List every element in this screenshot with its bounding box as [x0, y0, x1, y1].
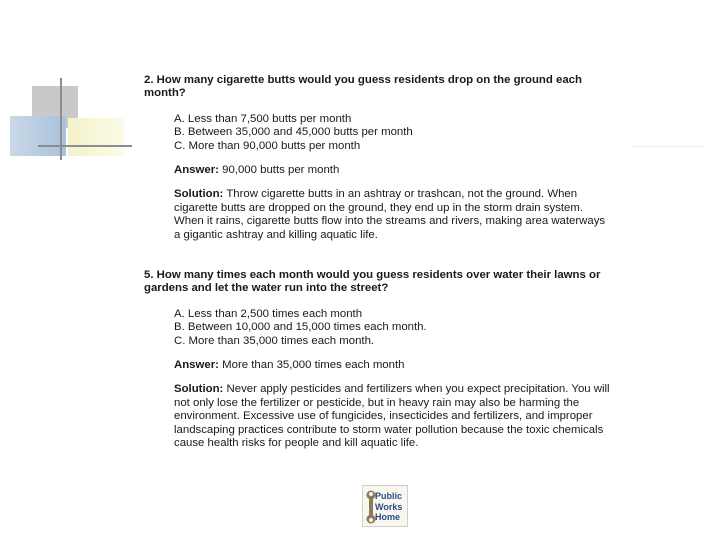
logo-text	[375, 491, 402, 523]
answer-options	[144, 308, 614, 348]
solution-label: Solution:	[174, 188, 224, 201]
decorative-faint-line	[632, 146, 706, 147]
decorative-vertical-line	[60, 78, 62, 160]
option-c: C. More than 90,000 butts per month	[174, 139, 361, 152]
solution-paragraph	[144, 383, 614, 450]
answer-label: Answer:	[174, 164, 219, 177]
answer-line	[144, 164, 614, 177]
option-c: C. More than 35,000 times each month.	[174, 334, 375, 347]
option-a: A. Less than 2,500 times each month	[174, 307, 363, 320]
answer-label: Answer:	[174, 359, 219, 372]
question-text: 2. How many cigarette butts would you guess residents drop on the ground each month?	[144, 74, 582, 100]
solution-text: Never apply pesticides and fertilizers when you expect precipitation. You will not only lose the fertilizer or pesticide, but in heavy rain may also be harming the environment. Excessive use of fungicides, insecticides and fertilizers, and improper landscaping practices contribute to storm water pollution because the toxic chemicals cause health risks for people and kill aquatic life.	[174, 383, 610, 450]
answer-options	[144, 113, 614, 153]
logo-line-home: Home	[375, 512, 401, 522]
option-b: B. Between 35,000 and 45,000 butts per month	[174, 126, 413, 139]
answer-line	[144, 359, 614, 372]
decorative-yellow-square	[68, 118, 124, 156]
solution-text: Throw cigarette butts in an ashtray or trashcan, not the ground. When cigarette butts are dropped on the ground, they end up in the storm drain system. When it rains, cigarette butts flow into the streams and rivers, making area waterways a gigantic ashtray and killing aquatic life.	[174, 188, 606, 241]
decorative-horizontal-line	[38, 145, 132, 147]
question-text: 5. How many times each month would you guess residents over water their lawns or gardens and let the water run into the street?	[144, 269, 601, 295]
answer-value: More than 35,000 times each month	[222, 359, 405, 372]
question-block-5	[144, 269, 614, 450]
decorative-blue-square	[10, 116, 66, 156]
option-b: B. Between 10,000 and 15,000 times each month.	[174, 321, 427, 334]
answer-value: 90,000 butts per month	[222, 164, 340, 177]
solution-label: Solution:	[174, 383, 224, 396]
question-block-2	[144, 74, 614, 242]
logo-line-public: Public	[375, 491, 403, 501]
solution-paragraph	[144, 188, 614, 242]
logo-line-works: Works	[375, 501, 403, 512]
option-a: A. Less than 7,500 butts per month	[174, 112, 352, 125]
public-works-home-link[interactable]	[362, 485, 408, 527]
